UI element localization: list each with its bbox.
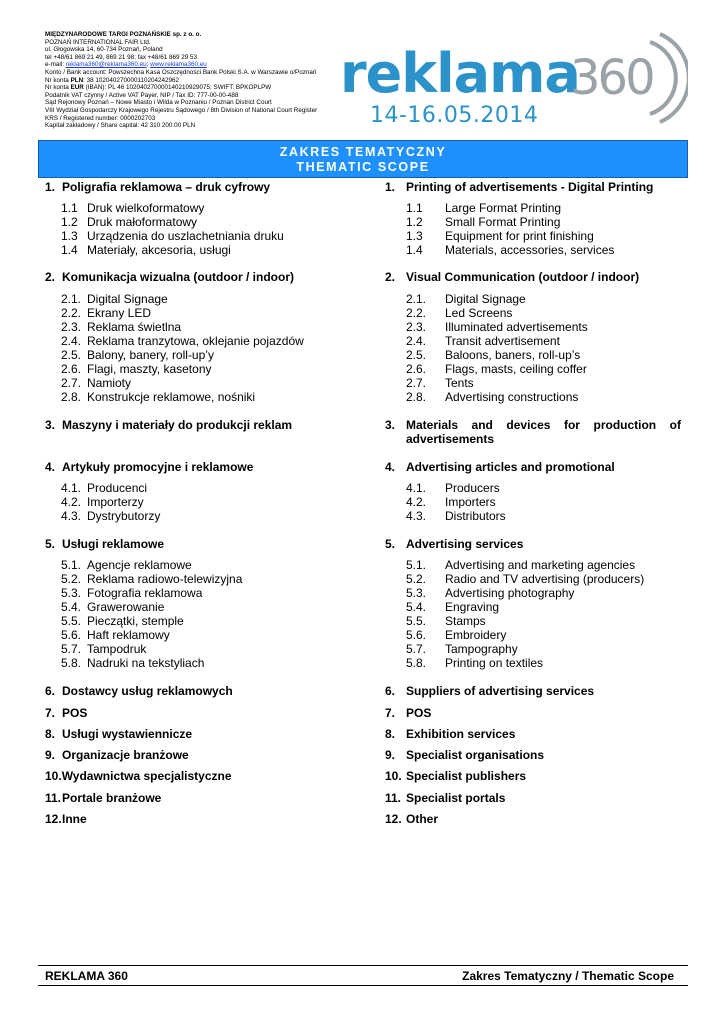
reklama360-logo bbox=[338, 30, 688, 130]
section-heading: 3. Materials and devices for production of advertisements bbox=[385, 418, 681, 446]
company-email-line bbox=[45, 61, 335, 69]
list-item: 2.7. Namioty bbox=[61, 376, 132, 390]
company-info bbox=[45, 31, 335, 130]
list-item: 2.4. Transit advertisement bbox=[406, 334, 560, 348]
list-item: 2.5. Balony, banery, roll-up’y bbox=[61, 348, 214, 362]
list-item: 1.3 Urządzenia do uszlachetniania druku bbox=[61, 229, 284, 243]
logo-graphic bbox=[338, 30, 688, 130]
pln-prefix: Nr konta bbox=[45, 76, 71, 84]
company-krs: KRS / Registered number: 0000202703 bbox=[45, 114, 156, 122]
section-heading: 4. Artykuły promocyjne i reklamowe bbox=[45, 460, 254, 474]
list-item: 4.3. Distributors bbox=[406, 509, 506, 523]
company-pln-account bbox=[45, 77, 335, 85]
section-heading: 1. Printing of advertisements - Digital Printing bbox=[385, 180, 654, 194]
scope-title-pl: ZAKRES TEMATYCZNY bbox=[279, 145, 447, 159]
eur-value: (IBAN): PL 46 102040270000140210929075; SWIFT: BPKOPLPW bbox=[83, 84, 272, 92]
logo-dates: 14-16.05.2014 bbox=[370, 103, 539, 128]
list-item: 2.1. Digital Signage bbox=[61, 292, 168, 306]
scope-title-box bbox=[38, 140, 688, 178]
section-heading: 10.Wydawnictwa specjalistyczne bbox=[45, 769, 232, 783]
section-heading: 8. Exhibition services bbox=[385, 727, 516, 741]
list-item: 2.2. Led Screens bbox=[406, 306, 513, 320]
company-phone: tel +48/61 869 21 49, 869 21 98; fax +48/61 869 29 53 bbox=[45, 53, 197, 61]
list-item: 5.8. Printing on textiles bbox=[406, 656, 544, 670]
scope-title-en: THEMATIC SCOPE bbox=[296, 160, 430, 174]
section-heading: 8. Usługi wystawiennicze bbox=[45, 727, 193, 741]
list-item: 1.2 Small Format Printing bbox=[406, 215, 561, 229]
list-item: 5.1. Agencje reklamowe bbox=[61, 558, 192, 572]
list-item: 4.1. Producers bbox=[406, 481, 500, 495]
list-item: 2.3. Reklama świetlna bbox=[61, 320, 182, 334]
section-heading: 4. Advertising articles and promotional bbox=[385, 460, 615, 474]
list-item: 1.1 Druk wielkoformatowy bbox=[61, 201, 205, 215]
list-item: 1.3 Equipment for print finishing bbox=[406, 229, 594, 243]
company-bank: Konto / Bank account: Powszechna Kasa Oszczędności Bank Polski S.A. w Warszawie o/Poznań bbox=[45, 68, 317, 76]
section-heading: 2. Komunikacja wizualna (outdoor / indoor) bbox=[45, 270, 295, 284]
section-heading: 6. Dostawcy usług reklamowych bbox=[45, 684, 233, 698]
company-name: MIĘDZYNARODOWE TARGI POZNAŃSKIE sp. z o. o. bbox=[45, 31, 202, 38]
eur-prefix: Nr konta bbox=[45, 84, 71, 92]
list-item: 2.6. Flagi, maszty, kasetony bbox=[61, 362, 212, 376]
list-item: 5.6. Haft reklamowy bbox=[61, 628, 170, 642]
section-heading: 3. Maszyny i materiały do produkcji reklam bbox=[45, 418, 293, 432]
section-heading: 11.Portale branżowe bbox=[45, 791, 162, 805]
list-item: 5.3. Fotografia reklamowa bbox=[61, 586, 203, 600]
list-item: 5.7. Tampodruk bbox=[61, 642, 147, 656]
list-item: 1.1 Large Format Printing bbox=[406, 201, 562, 215]
list-item: 4.3. Dystrybutorzy bbox=[61, 509, 161, 523]
logo-number: 360 bbox=[570, 50, 653, 106]
list-item: 5.8. Nadruki na tekstyliach bbox=[61, 656, 205, 670]
section-heading: 12. Other bbox=[385, 812, 439, 826]
pln-value: : 38 102040270000110204242962 bbox=[83, 76, 180, 84]
page-footer bbox=[38, 965, 688, 986]
pln-label: PLN bbox=[70, 76, 84, 84]
company-court-1: Sąd Rejonowy Poznań – Nowe Miasto i Wilda w Poznaniu / Poznan District Court bbox=[45, 99, 272, 107]
company-capital: Kapitał zakładowy / Share capital: 42 310 200.00 PLN bbox=[45, 122, 196, 130]
list-item: 2.3. Illuminated advertisements bbox=[406, 320, 588, 334]
list-item: 1.4 Materiały, akcesoria, usługi bbox=[61, 243, 231, 257]
list-item: 5.6. Embroidery bbox=[406, 628, 507, 642]
list-item: 5.4. Grawerowanie bbox=[61, 600, 165, 614]
company-vat: Podatnik VAT czynny / Active VAT Payer, NIP / Tax ID: 777-00-00-488 bbox=[45, 91, 239, 99]
list-item: 4.2. Importers bbox=[406, 495, 496, 509]
list-item: 5.3. Advertising photography bbox=[406, 586, 575, 600]
footer-left: REKLAMA 360 bbox=[45, 969, 128, 983]
list-item: 5.5. Pieczątki, stemple bbox=[61, 614, 184, 628]
email-prefix: e-mail: bbox=[45, 61, 66, 69]
logo-word: reklama bbox=[340, 42, 580, 105]
logo-arc-1 bbox=[650, 42, 676, 114]
list-item: 5.5. Stamps bbox=[406, 614, 486, 628]
section-heading: 7. POS bbox=[45, 706, 88, 720]
section-heading: 6. Suppliers of advertising services bbox=[385, 684, 595, 698]
list-item: 2.6. Flags, masts, ceiling coffer bbox=[406, 362, 587, 376]
list-item: 2.1. Digital Signage bbox=[406, 292, 526, 306]
list-item: 4.2. Importerzy bbox=[61, 495, 144, 509]
footer-right: Zakres Tematyczny / Thematic Scope bbox=[462, 969, 674, 983]
section-heading: 5. Usługi reklamowe bbox=[45, 537, 165, 551]
eur-label: EUR bbox=[70, 84, 84, 92]
section-heading: 12.Inne bbox=[45, 812, 87, 826]
company-eur-account bbox=[45, 84, 335, 92]
section-heading: 10. Specialist publishers bbox=[385, 769, 527, 783]
list-item: 5.2. Radio and TV advertising (producers) bbox=[406, 572, 645, 586]
list-item: 2.5. Baloons, baners, roll-up’s bbox=[406, 348, 581, 362]
section-heading: 7. POS bbox=[385, 706, 432, 720]
company-name-en: POZNAŃ INTERNATIONAL FAIR Ltd. bbox=[45, 38, 151, 46]
list-item: 5.7. Tampography bbox=[406, 642, 518, 656]
email-link[interactable]: reklama360@reklama360.eu bbox=[65, 61, 147, 69]
website-link[interactable]: www.reklama360.eu bbox=[150, 61, 207, 69]
list-item: 1.2 Druk małoformatowy bbox=[61, 215, 198, 229]
company-court-2: VIII Wydział Gospodarczy Krajowego Rejestru Sądowego / 8th Division of National Court Register bbox=[45, 106, 318, 114]
list-item: 5.4. Engraving bbox=[406, 600, 500, 614]
email-separator: ; bbox=[146, 61, 151, 69]
list-item: 5.2. Reklama radiowo-telewizyjna bbox=[61, 572, 243, 586]
section-heading: 9. Specialist organisations bbox=[385, 748, 545, 762]
section-heading: 1. Poligrafia reklamowa – druk cyfrowy bbox=[45, 180, 271, 194]
section-heading: 9. Organizacje branżowe bbox=[45, 748, 189, 762]
list-item: 2.8. Konstrukcje reklamowe, nośniki bbox=[61, 390, 256, 404]
list-item: 4.1. Producenci bbox=[61, 481, 148, 495]
list-item: 2.4. Reklama tranzytowa, oklejanie pojazdów bbox=[61, 334, 304, 348]
list-item: 2.7. Tents bbox=[406, 376, 474, 390]
section-heading: 2. Visual Communication (outdoor / indoor) bbox=[385, 270, 640, 284]
list-item: 1.4 Materials, accessories, services bbox=[406, 243, 615, 257]
list-item: 5.1. Advertising and marketing agencies bbox=[406, 558, 636, 572]
company-address: ul. Głogowska 14, 60-734 Poznań, Poland bbox=[45, 46, 163, 54]
list-item: 2.2. Ekrany LED bbox=[61, 306, 152, 320]
section-heading: 11. Specialist portals bbox=[385, 791, 506, 805]
section-heading: 5. Advertising services bbox=[385, 537, 524, 551]
list-item: 2.8. Advertising constructions bbox=[406, 390, 579, 404]
